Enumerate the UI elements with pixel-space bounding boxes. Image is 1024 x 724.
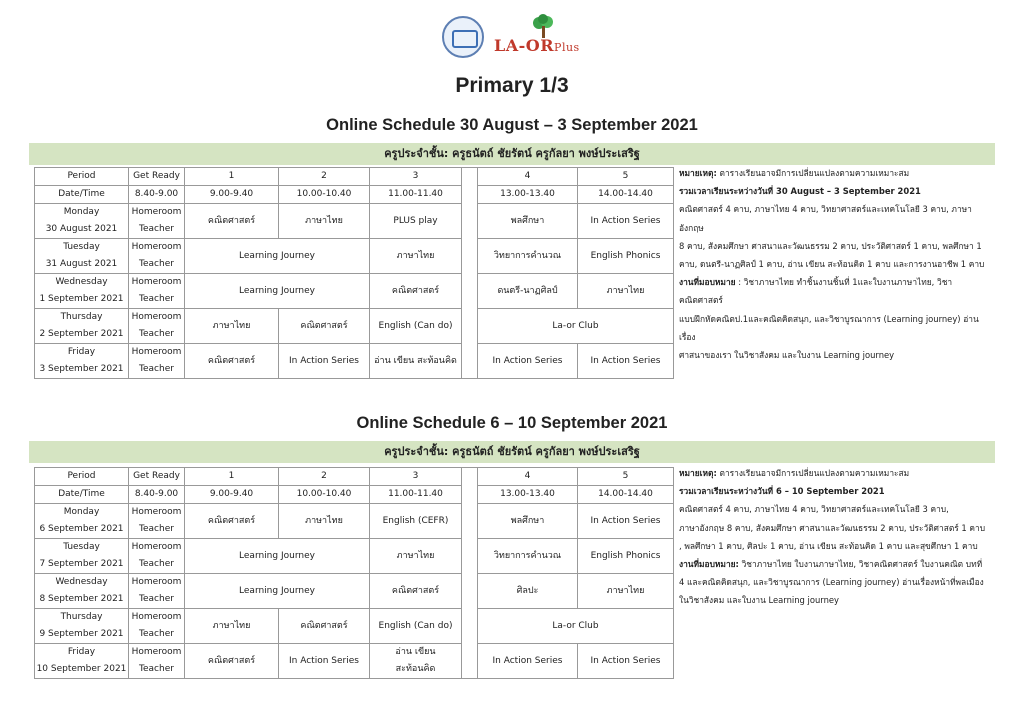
table-row-tuesday [35,539,674,574]
homeroom-cell: Homeroom Teacher [129,344,185,379]
time-cell: 9.00-9.40 [185,186,279,204]
lunch-gap [462,504,478,539]
table-row-monday [35,204,674,239]
class-cell: ดนตรี-นาฏศิลป์ [478,274,578,309]
time-cell: 10.00-10.40 [279,186,370,204]
day-cell: Tuesday 7 September 2021 [35,539,129,574]
class-cell: English Phonics [578,539,674,574]
class-cell: In Action Series [478,644,578,679]
class-cell: คณิตศาสตร์ [185,644,279,679]
day-cell: Thursday 9 September 2021 [35,609,129,644]
time-cell: Date/Time [35,486,129,504]
notes-week2: หมายเหตุ: ตารางเรียนอาจมีการเปลี่ยนแปลงตามความเหมาะสม รวมเวลาเรียนระหว่างวันที่ 6 – 10 September 2021 คณิตศาสตร์ 4 คาบ, ภาษาไทย 4 คาบ, วิทยาศาสตร์และเทคโนโลยี 3 คาบ, ภาษาอังกฤษ 8 คาบ, สังคมศึกษา ศาสนาและวัฒนธรรม 2 คาบ, ประวัติศาสตร์ 1 คาบ , พลศึกษา 1 คาบ, ศิลปะ 1 คาบ, อ่าน เขียน สะท้อนคิด 1 คาบ และสุขศึกษา 1 คาบ งานที่มอบหมาย: วิชาภาษาไทย ใบงานภาษาไทย, วิชาคณิตศาสตร์ ใบงานคณิต บทที่ 4 และคณิตคิดสนุก, และวิชาบูรณาการ (Learning journey) อ่านเรื่องหน้าที่พลเมือง ในวิชาสังคม และใบงาน Learning journey [679,468,986,606]
header-cell: 1 [185,168,279,186]
homeroom-cell: Homeroom Teacher [129,239,185,274]
homeroom-cell: Homeroom Teacher [129,539,185,574]
class-cell: La-or Club [478,309,674,344]
time-row [35,186,674,204]
class-cell: คณิตศาสตร์ [185,344,279,379]
header-cell: Period [35,168,129,186]
lunch-gap [462,539,478,574]
class-cell: คณิตศาสตร์ [370,274,462,309]
time-cell: 9.00-9.40 [185,486,279,504]
day-cell: Monday 6 September 2021 [35,504,129,539]
homeroom-teachers-week2: ครูประจำชั้น: ครูธนัตถ์ ชัยรัตน์ ครูกัลยา พงษ์ประเสริฐ [29,441,995,463]
class-cell: ภาษาไทย [578,574,674,609]
schedule-title-week1: Online Schedule 30 August – 3 September 2021 [326,116,698,134]
class-cell: คณิตศาสตร์ [185,204,279,239]
day-cell: Thursday 2 September 2021 [35,309,129,344]
class-cell: In Action Series [279,644,370,679]
header-cell: 2 [279,468,370,486]
header-cell: 5 [578,168,674,186]
class-cell: ภาษาไทย [185,309,279,344]
class-cell: Learning Journey [185,239,370,274]
class-cell: พลศึกษา [478,504,578,539]
class-cell: Learning Journey [185,274,370,309]
class-cell: English (Can do) [370,609,462,644]
lunch-gap [462,204,478,239]
homeroom-cell: Homeroom Teacher [129,644,185,679]
time-cell: Date/Time [35,186,129,204]
schedule-table-week2 [34,467,674,679]
page-title: Primary 1/3 [455,74,569,97]
class-cell: ภาษาไทย [279,504,370,539]
lunch-gap [462,309,478,344]
table-row-tuesday [35,239,674,274]
lunch-gap [462,468,478,486]
time-cell: 8.40-9.00 [129,486,185,504]
class-cell: คณิตศาสตร์ [279,609,370,644]
class-cell: คณิตศาสตร์ [370,574,462,609]
class-cell: English (Can do) [370,309,462,344]
day-cell: Tuesday 31 August 2021 [35,239,129,274]
class-cell: ภาษาไทย [370,539,462,574]
class-cell: In Action Series [478,344,578,379]
lunch-gap [462,609,478,644]
class-cell: In Action Series [578,344,674,379]
time-cell: 8.40-9.00 [129,186,185,204]
class-cell: คณิตศาสตร์ [185,504,279,539]
class-cell: ภาษาไทย [185,609,279,644]
day-cell: Wednesday 1 September 2021 [35,274,129,309]
table-row-wednesday [35,574,674,609]
lunch-gap [462,239,478,274]
class-cell: วิทยาการคำนวณ [478,239,578,274]
day-cell: Monday 30 August 2021 [35,204,129,239]
header-cell: Period [35,468,129,486]
lunch-gap [462,574,478,609]
lunch-gap [462,644,478,679]
table-row-thursday [35,609,674,644]
table-row-monday [35,504,674,539]
class-cell: คณิตศาสตร์ [279,309,370,344]
homeroom-cell: Homeroom Teacher [129,609,185,644]
homeroom-cell: Homeroom Teacher [129,504,185,539]
class-cell: English Phonics [578,239,674,274]
day-cell: Friday 3 September 2021 [35,344,129,379]
class-cell: อ่าน เขียน สะท้อนคิด [370,344,462,379]
table-row-thursday [35,309,674,344]
time-cell: 11.00-11.40 [370,186,462,204]
class-cell: La-or Club [478,609,674,644]
class-cell: In Action Series [279,344,370,379]
schedule-title-week2: Online Schedule 6 – 10 September 2021 [356,414,668,432]
time-cell: 14.00-14.40 [578,486,674,504]
time-cell: 13.00-13.40 [478,186,578,204]
class-cell: In Action Series [578,644,674,679]
class-cell: ภาษาไทย [370,239,462,274]
time-cell: 13.00-13.40 [478,486,578,504]
homeroom-teachers-week1: ครูประจำชั้น: ครูธนัตถ์ ชัยรัตน์ ครูกัลยา พงษ์ประเสริฐ [29,143,995,165]
day-cell: Wednesday 8 September 2021 [35,574,129,609]
notes-week1: หมายเหตุ: ตารางเรียนอาจมีการเปลี่ยนแปลงตามความเหมาะสม รวมเวลาเรียนระหว่างวันที่ 30 August – 3 September 2021 คณิตศาสตร์ 4 คาบ, ภาษาไทย 4 คาบ, วิทยาศาสตร์และเทคโนโลยี 3 คาบ, ภาษาอังกฤษ 8 คาบ, สังคมศึกษา ศาสนาและวัฒนธรรม 2 คาบ, ประวัติศาสตร์ 1 คาบ, พลศึกษา 1 คาบ, ดนตรี-นาฏศิลป์ 1 คาบ, อ่าน เขียน สะท้อนคิด 1 คาบ และการงานอาชีพ 1 คาบ งานที่มอบหมาย : วิชาภาษาไทย ทำชิ้นงานชิ้นที่ 1และใบงานภาษาไทย, วิชาคณิตศาสตร์ แบบฝึกหัดคณิตป.1และคณิตคิดสนุก, และวิชาบูรณาการ (Learning journey) อ่านเรื่อง ศาสนาของเรา ในวิชาสังคม และใบงาน Learning journey [679,168,985,361]
homeroom-cell: Homeroom Teacher [129,309,185,344]
header-cell: Get Ready [129,168,185,186]
time-cell: 14.00-14.40 [578,186,674,204]
header-cell: 1 [185,468,279,486]
class-cell: In Action Series [578,204,674,239]
school-seal-icon [442,16,484,58]
class-cell: Learning Journey [185,539,370,574]
class-cell: วิทยาการคำนวณ [478,539,578,574]
class-cell: ภาษาไทย [279,204,370,239]
class-cell: พลศึกษา [478,204,578,239]
class-cell: Learning Journey [185,574,370,609]
time-cell: 10.00-10.40 [279,486,370,504]
header-logos [0,14,1024,66]
header-cell: 4 [478,168,578,186]
schedule-table-week1 [34,167,674,379]
class-cell: English (CEFR) [370,504,462,539]
time-cell: 11.00-11.40 [370,486,462,504]
lunch-gap [462,344,478,379]
lunch-gap [462,486,478,504]
class-cell: PLUS play [370,204,462,239]
homeroom-cell: Homeroom Teacher [129,574,185,609]
brand-logo: LA-ORPlus [494,36,580,55]
class-cell: อ่าน เขียน สะท้อนคิด [370,644,462,679]
class-cell: ภาษาไทย [578,274,674,309]
table-row-friday [35,644,674,679]
table-row-friday [35,344,674,379]
class-cell: In Action Series [578,504,674,539]
class-cell: ศิลปะ [478,574,578,609]
table-row-wednesday [35,274,674,309]
time-row [35,486,674,504]
header-cell: 2 [279,168,370,186]
homeroom-cell: Homeroom Teacher [129,274,185,309]
homeroom-cell: Homeroom Teacher [129,204,185,239]
header-cell: 4 [478,468,578,486]
table-header-row [35,168,674,186]
header-cell: 3 [370,468,462,486]
header-cell: Get Ready [129,468,185,486]
lunch-gap [462,274,478,309]
header-cell: 5 [578,468,674,486]
lunch-gap [462,186,478,204]
lunch-gap [462,168,478,186]
header-cell: 3 [370,168,462,186]
table-header-row [35,468,674,486]
day-cell: Friday 10 September 2021 [35,644,129,679]
